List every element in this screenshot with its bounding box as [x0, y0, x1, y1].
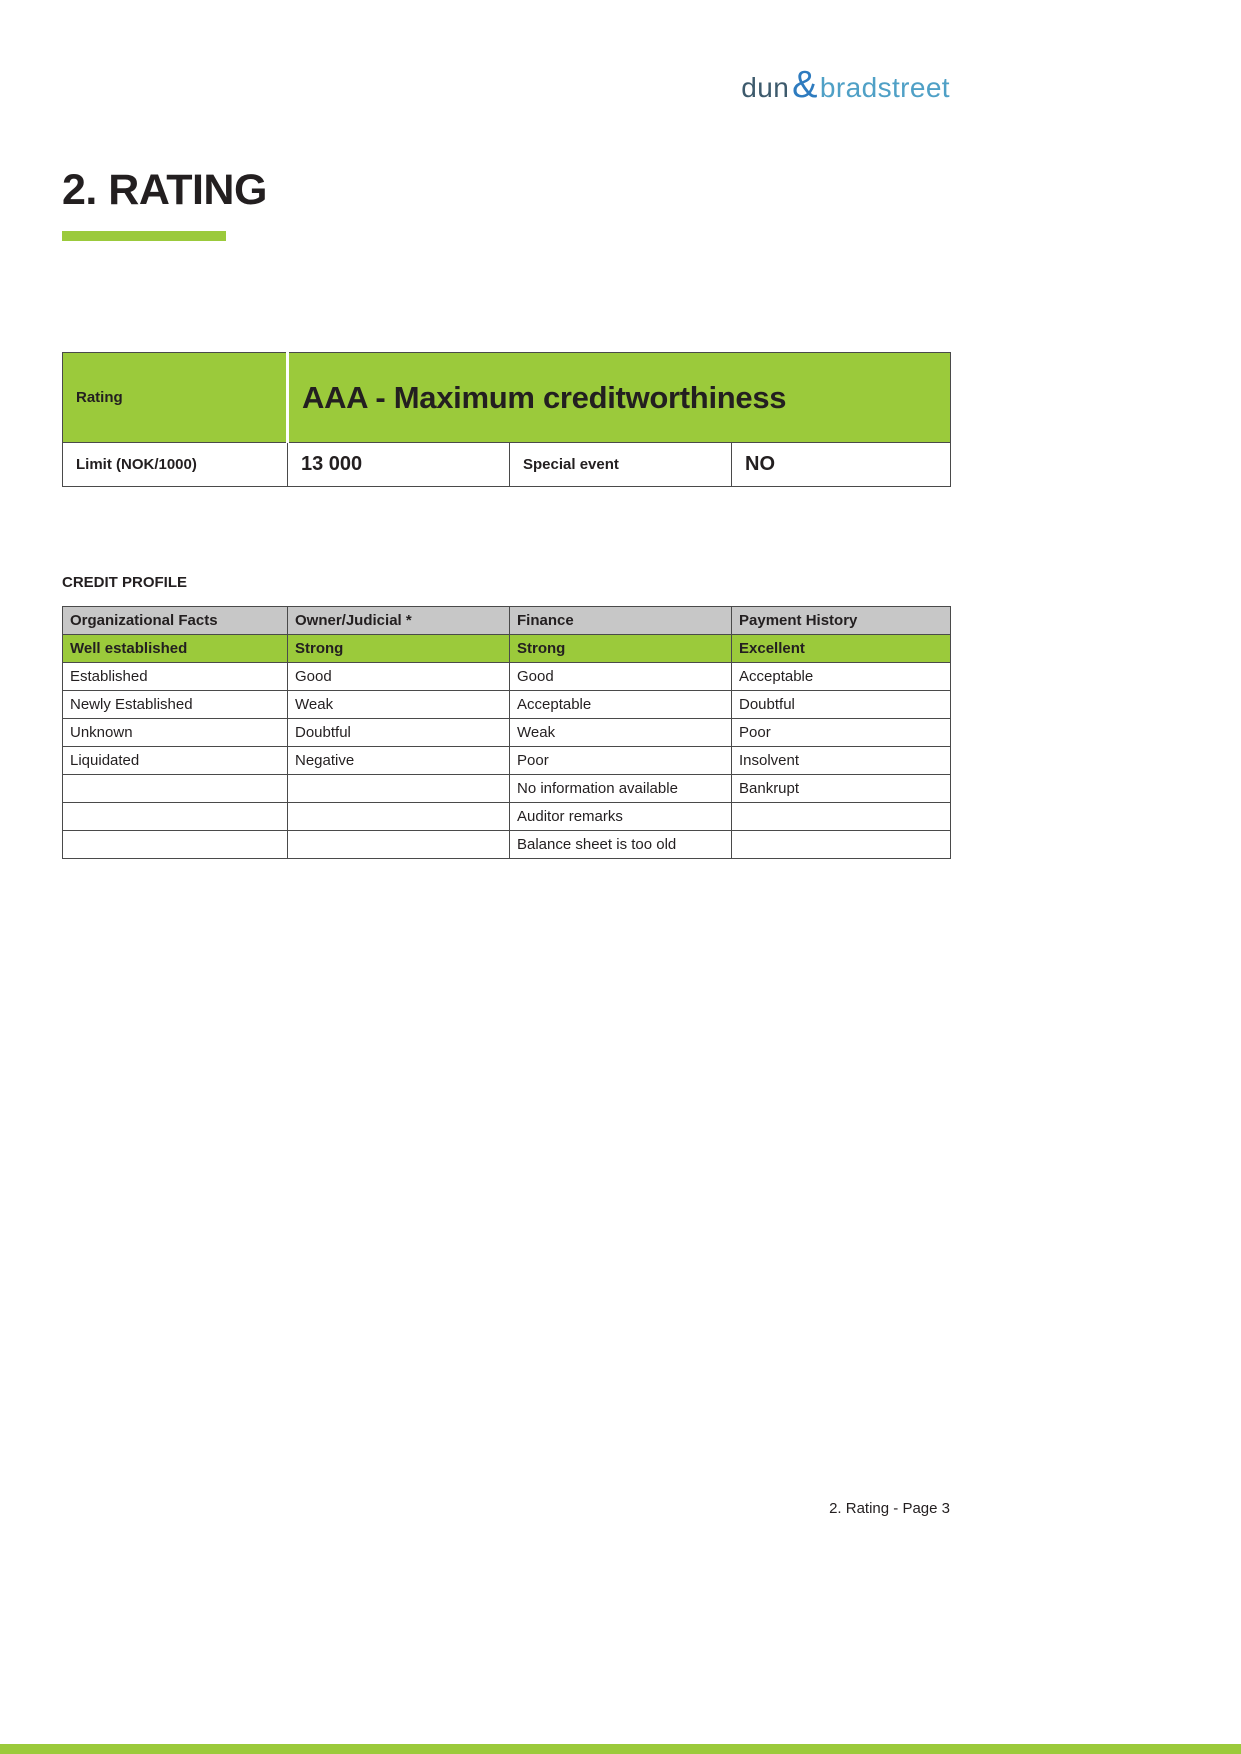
table-cell: Weak — [510, 719, 732, 747]
rating-value: AAA - Maximum creditworthiness — [288, 353, 951, 443]
credit-highlight-row — [63, 635, 951, 663]
column-header-payment-history: Payment History — [732, 607, 951, 635]
table-cell: Well established — [63, 635, 288, 663]
table-cell: No information available — [510, 775, 732, 803]
table-row — [63, 691, 951, 719]
table-row — [63, 775, 951, 803]
limit-value: 13 000 — [288, 443, 510, 487]
table-cell: Newly Established — [63, 691, 288, 719]
limit-label: Limit (NOK/1000) — [63, 443, 288, 487]
table-cell — [63, 803, 288, 831]
credit-profile-table — [62, 606, 951, 859]
page-title: 2. RATING — [62, 166, 267, 214]
table-cell: Excellent — [732, 635, 951, 663]
table-cell: Acceptable — [510, 691, 732, 719]
column-header-owner-judicial: Owner/Judicial * — [288, 607, 510, 635]
table-row — [63, 747, 951, 775]
rating-header-row — [63, 353, 951, 443]
table-cell: Weak — [288, 691, 510, 719]
table-cell — [288, 775, 510, 803]
table-cell: Poor — [732, 719, 951, 747]
credit-header-row — [63, 607, 951, 635]
table-cell: Acceptable — [732, 663, 951, 691]
title-underline — [62, 231, 226, 241]
rating-table — [62, 352, 951, 487]
table-cell: Doubtful — [732, 691, 951, 719]
special-event-value: NO — [732, 443, 951, 487]
table-cell: Good — [288, 663, 510, 691]
table-cell: Liquidated — [63, 747, 288, 775]
table-cell — [288, 831, 510, 859]
table-cell: Established — [63, 663, 288, 691]
table-row — [63, 663, 951, 691]
table-cell: Doubtful — [288, 719, 510, 747]
table-cell: Unknown — [63, 719, 288, 747]
special-event-label: Special event — [510, 443, 732, 487]
logo-ampersand-icon: & — [792, 64, 818, 106]
credit-profile-title: CREDIT PROFILE — [62, 574, 188, 591]
table-cell: Strong — [510, 635, 732, 663]
column-header-organizational-facts: Organizational Facts — [63, 607, 288, 635]
rating-values-row — [63, 443, 951, 487]
logo-word-bradstreet: bradstreet — [819, 72, 950, 103]
table-row — [63, 719, 951, 747]
logo-word-dun: dun — [741, 72, 790, 103]
table-cell — [288, 803, 510, 831]
page-footer: 2. Rating - Page 3 — [829, 1500, 950, 1517]
table-row — [63, 831, 951, 859]
table-cell — [63, 775, 288, 803]
table-row — [63, 803, 951, 831]
table-cell: Insolvent — [732, 747, 951, 775]
table-cell: Negative — [288, 747, 510, 775]
rating-label: Rating — [63, 353, 288, 443]
table-cell: Auditor remarks — [510, 803, 732, 831]
table-cell: Strong — [288, 635, 510, 663]
table-cell: Poor — [510, 747, 732, 775]
table-cell — [63, 831, 288, 859]
table-cell — [732, 831, 951, 859]
table-cell: Balance sheet is too old — [510, 831, 732, 859]
column-header-finance: Finance — [510, 607, 732, 635]
bottom-accent-bar — [0, 1744, 1241, 1754]
dun-bradstreet-logo — [741, 66, 950, 104]
table-cell: Bankrupt — [732, 775, 951, 803]
table-cell: Good — [510, 663, 732, 691]
table-cell — [732, 803, 951, 831]
